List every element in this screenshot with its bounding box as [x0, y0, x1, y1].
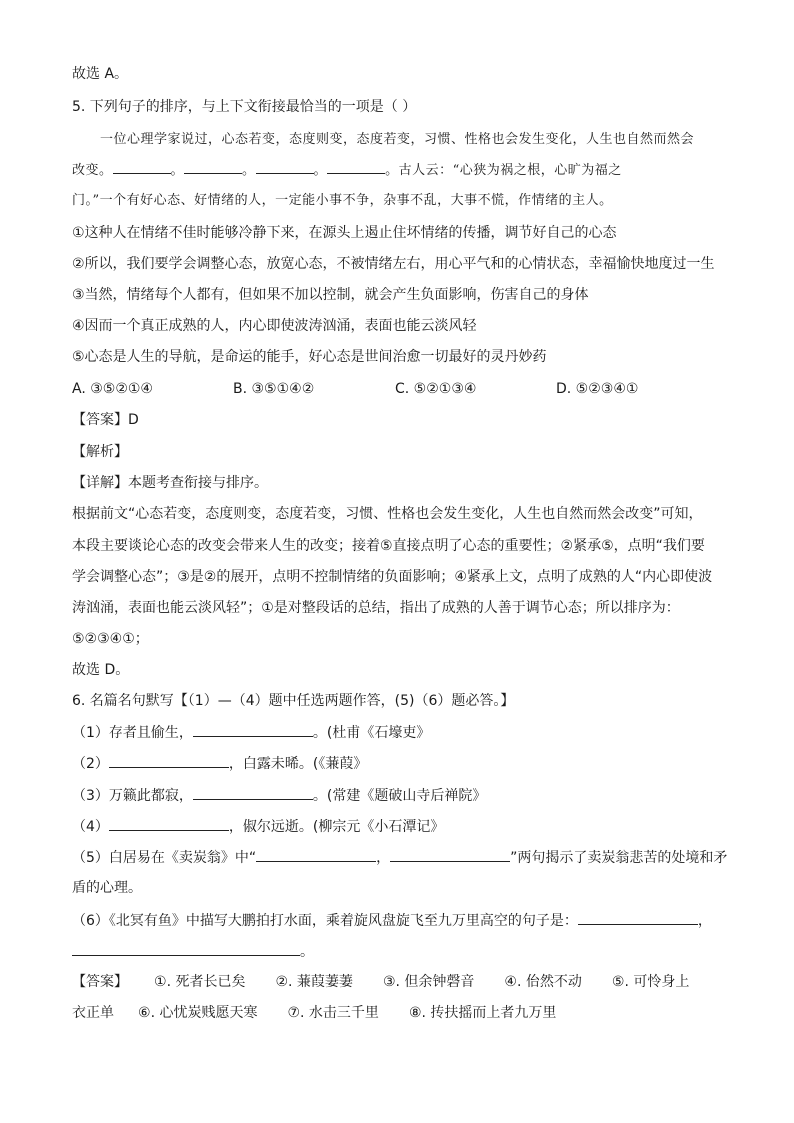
question-6-2	[72, 753, 367, 774]
answer-item	[383, 974, 474, 990]
fill-blank	[256, 847, 376, 862]
passage-text: 。古人云：“心狭为祸之根，心旷为福之	[385, 163, 622, 178]
answer-item	[275, 974, 352, 990]
fill-blank	[193, 785, 313, 800]
answer-text: . 心忧炭贱愿天寒	[150, 1005, 258, 1021]
q-text: 。(常建《题破山寺后禅院》	[312, 788, 487, 804]
question-6-4	[72, 816, 444, 837]
fill-blank	[184, 161, 242, 174]
answer-6-cont	[72, 1003, 556, 1023]
answer-5: 【答案】D	[72, 412, 139, 428]
answer-number: ⑤	[611, 974, 625, 990]
question-6-5	[72, 847, 727, 868]
fill-blank	[193, 722, 313, 737]
answer-item	[138, 1005, 257, 1021]
answer-item	[154, 974, 245, 990]
answer-number: ⑦	[287, 1005, 301, 1021]
question-6-3	[72, 785, 486, 806]
text-line: 故选 A。	[72, 66, 129, 82]
explanation-line: ⑤②③④①；	[72, 631, 149, 647]
option-d: D. ⑤②③④①	[556, 381, 639, 397]
q-text: （6）《北冥有鱼》中描写大鹏拍打水面，乘着旋风盘旋飞至九万里高空的句子是：	[72, 913, 578, 929]
answer-text: . 蒹葭萋萋	[288, 974, 353, 990]
q-text: ，俶尔远逝。(柳宗元《小石潭记》	[228, 819, 445, 835]
passage-line	[72, 161, 622, 181]
sentence-1: ①这种人在情绪不佳时能够冷静下来，在源头上遏止住坏情绪的传播，调节好自己的心态	[72, 225, 617, 241]
question-6-1	[72, 722, 430, 743]
q-text: （1）存者且偷生，	[72, 725, 193, 741]
answer-item	[504, 974, 581, 990]
answer-number: ⑧	[408, 1005, 422, 1021]
explanation-line: 本段主要谈论心态的改变会带来人生的改变；接着⑤直接点明了心态的重要性；②紧承⑤，点明“我们要	[72, 538, 705, 554]
fill-blank	[578, 910, 698, 925]
option-c: C. ⑤②①③④	[395, 381, 477, 397]
answer-number: ③	[382, 974, 396, 990]
fill-blank	[327, 161, 385, 174]
explanation-line: 涛汹涌，表面也能云淡风轻”；①是对整段话的总结，指出了成熟的人善于调节心态；所以排序为：	[72, 600, 680, 616]
passage-text: 改变。	[72, 163, 113, 178]
fill-blank	[109, 753, 229, 768]
fill-blank	[390, 847, 510, 862]
option-a: A. ③⑤②①④	[72, 381, 153, 397]
answer-text: . 可怜身上	[624, 974, 690, 990]
answer-6	[72, 972, 689, 992]
q-text: （2）	[72, 756, 109, 772]
fill-blank	[109, 816, 229, 831]
answer-text: 衣正单	[72, 1005, 114, 1021]
option-b: B. ③⑤①④②	[233, 381, 315, 397]
q-text: 。(杜甫《石壕吏》	[312, 725, 431, 741]
answer-item	[287, 1005, 378, 1021]
answer-item	[409, 1005, 556, 1021]
fill-blank	[256, 161, 314, 174]
explanation-line: 故选 D。	[72, 662, 130, 678]
detail-label: 【详解】本题考查衔接与排序。	[72, 475, 268, 491]
question-6-6-cont	[72, 941, 314, 962]
passage-text: 。	[242, 163, 256, 178]
answer-text: . 但余钟磬音	[395, 974, 475, 990]
fill-blank	[72, 941, 300, 956]
answer-number: ④	[504, 974, 517, 990]
answer-text: . 佁然不动	[516, 974, 582, 990]
answer-text: . 死者长已矣	[166, 974, 246, 990]
answer-number: ②	[275, 974, 289, 990]
sentence-4: ④因而一个真正成熟的人，内心即使波涛汹涌，表面也能云淡风轻	[72, 318, 477, 334]
passage-line: 门。”一个有好心态、好情绪的人，一定能小事不争，杂事不乱，大事不慌，作情绪的主人。	[72, 193, 613, 208]
q-text: （4）	[72, 819, 109, 835]
explanation-line: 根据前文“心态若变，态度则变，态度若变，习惯、性格也会发生变化，人生也自然而然会改变”可知，	[72, 506, 703, 522]
sentence-5: ⑤心态是人生的导航，是命运的能手，好心态是世间治愈一切最好的灵丹妙药	[72, 349, 547, 365]
fill-blank	[113, 161, 171, 174]
answer-label: 【答案】	[72, 974, 128, 990]
explanation-line: 学会调整心态”；③是②的展开，点明不控制情绪的负面影响；④紧承上文，点明了成熟的人“内心即使波	[72, 569, 713, 585]
answer-item	[612, 974, 689, 990]
answer-number: ⑥	[138, 1005, 151, 1021]
analysis-label: 【解析】	[72, 444, 128, 460]
question-6-6	[72, 910, 712, 931]
sentence-2: ②所以，我们要学会调整心态，放宽心态，不被情绪左右，用心平气和的心情状态，幸福愉快地度过一生	[72, 256, 715, 272]
q-text: ，	[376, 850, 391, 866]
q-text: ，白露未晞。(《蒹葭》	[228, 756, 368, 772]
q-text: （3）万籁此都寂，	[72, 788, 193, 804]
question-6-stem: 6. 名篇名句默写【（1）—（4）题中任选两题作答，(5)（6）题必答。】	[72, 693, 515, 709]
q-text: 。	[300, 944, 314, 960]
q-text: ，	[697, 913, 712, 929]
q-text: （5）白居易在《卖炭翁》中“	[72, 850, 257, 866]
question-6-5-cont: 盾的心理。	[72, 880, 142, 896]
answer-number: ①	[154, 974, 167, 990]
sentence-3: ③当然，情绪每个人都有，但如果不加以控制，就会产生负面影响，伤害自己的身体	[72, 287, 589, 303]
passage-text: 。	[170, 163, 185, 178]
question-5-stem: 5. 下列句子的排序，与上下文衔接最恰当的一项是（ ）	[72, 99, 417, 115]
passage-text: 。	[313, 163, 328, 178]
answer-text: . 水击三千里	[300, 1005, 379, 1021]
q-text: ”两句揭示了卖炭翁悲苦的处境和矛	[510, 850, 728, 866]
passage-line: 一位心理学家说过，心态若变，态度则变，态度若变，习惯、性格也会发生变化，人生也自然而然会	[100, 132, 695, 147]
answer-text: . 抟扶摇而上者九万里	[421, 1005, 557, 1021]
